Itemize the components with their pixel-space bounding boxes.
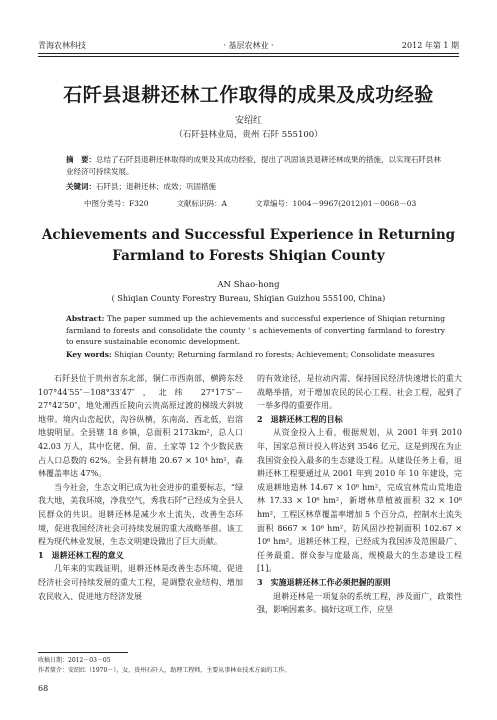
body-column-right (257, 372, 462, 617)
footnote-rule (38, 652, 128, 653)
paragraph: 的有效途径，是拉动内需、保持国民经济快速增长的重大战略举措，对于增加农民的民心工程、社会工程，起到了一举多得的重要作用。 (257, 374, 462, 411)
abstract-english-text: The paper summed up the achievements and successful experience of Shiqian returning farmland to forests and consolidate the county ' s achievements of converting farmland to forestry to ensure sustainable economic development. (66, 314, 445, 346)
classification-line (84, 198, 444, 209)
abstract-english (66, 313, 445, 348)
section-name: · 基层农林业 · (223, 41, 274, 50)
abstract-chinese (66, 154, 445, 178)
keywords-english-label: Key words: (66, 350, 112, 359)
paragraph: 从资金投入上看，根据规划，从 2001 年到 2010 年，国家总预计投入将达到 3546 亿元，这是到现在为止我国资金投入最多的生态建设工程。从建设任务上看，退耕还林工程要通过从 2001 年到 2010 年 10 年建设，完成退耕地造林 14.67 × 10⁶ hm²，完成宜林荒山荒地造林 17.33 × 10⁶ hm²，新增林草植被面积 32 × 10⁶ hm²，工程区林草覆盖率增加 5 个百分点，控制水土流失面积 8667 × 10⁶ hm²，防风固沙控制面积 102.67 × 10⁶ hm²。退耕还林工程，已经成为我国涉及范围最广、任务最重、群众参与度最高、规模最大的生态建设工程[1]。 (257, 428, 462, 574)
section-heading: 1 退耕还林工程的意义 (38, 549, 124, 560)
section-heading: 2 退耕还林工程的目标 (257, 413, 343, 424)
title-chinese: 石阡县退耕还林工作取得的成果及成功经验 (63, 84, 434, 106)
header-rule-bottom (38, 56, 459, 57)
paragraph: 退耕还林是一项复杂的系统工程，涉及面广，政策性强，影响因素多。搞好这项工作，应坚 (257, 591, 462, 615)
running-header (38, 40, 459, 52)
article-id: 文章编号：1004－9967(2012)01－0068－03 (254, 199, 417, 208)
document-code: 文献标识码：A (176, 199, 227, 208)
footnote-author: 作者简介：安绍红（1970－），女，贵州石阡人，助理工程师，主要从事林业技术方面的工作。 (38, 667, 291, 674)
paragraph: 当今社会，生态文明已成为社会进步的重要标志，“绿我大地，美我环境，净我空气，秀我石阡”已经成为全县人民群众的共识。退耕还林是减少水土流失，改善生态环境，促进我国经济社会可持续发展的重大战略举措。该工程为现代林业发展，生态文明建设做出了巨大贡献。 (38, 482, 243, 547)
title-english (0, 225, 497, 267)
author-chinese: 安绍红 (234, 116, 262, 126)
body-column-left (38, 372, 243, 603)
author-english: AN Shao-hong (217, 280, 280, 290)
header-rule-top (38, 53, 459, 54)
page-number: 68 (38, 684, 49, 693)
section-heading: 3 实施退耕还林工作必须把握的原则 (257, 576, 391, 587)
paragraph: 石阡县位于贵州省东北部，铜仁市西南部，横跨东经 107°44′55″－108°33′47″，北纬 27°17′5″－27°42′50″，地处湘西丘陵向云贵高原过渡的梯级大斜坡地带。境内山峦起伏，沟谷纵横，东南高、西北低，岩溶地貌明显。全县辖 18 乡镇，总面积 2173km²，总人口 42.03 万人，其中仡佬、侗、苗、土家等 12 个少数民族占人口总数的 62%。全县有耕地 20.67 × 10⁴ hm²，森林覆盖率达 47%。 (38, 374, 243, 479)
abstract-english-label: Abstract: (66, 314, 105, 323)
keywords-text: 石阡县；退耕还林；成效；巩固措施 (96, 182, 216, 191)
clc-number: 中图分类号：F320 (84, 199, 149, 208)
keywords-label: 关键词： (66, 182, 96, 191)
journal-name: 青海农林科技 (38, 41, 86, 50)
keywords-english-text: Shiqian County; Returning farmland ro forests; Achievement; Consolidate measures (111, 350, 435, 359)
footnote-received: 收稿日期：2012－03－05 (38, 657, 111, 664)
abstract-label: 摘 要： (66, 155, 96, 164)
title-english-line-1: Achievements and Successful Experience in Returning (41, 227, 456, 243)
paragraph: 几年来的实践证明，退耕还林是改善生态环境、促进经济社会可持续发展的重大工程，是调整农业结构、增加农民收入、促进地方经济发展 (38, 564, 243, 601)
title-english-line-2: Farmland to Forests Shiqian County (112, 248, 385, 264)
affiliation-english: ( Shiqian County Forestry Bureau, Shiqian Guizhou 555100, China) (111, 294, 386, 303)
abstract-text: 总结了石阡县退耕还林取得的成果及其成功经验，提出了巩固该县退耕还林成果的措施，以实现石阡县林业经济可持续发展。 (66, 155, 441, 176)
affiliation-chinese: （石阡县林业局，贵州 石阡 555100） (174, 130, 323, 140)
keywords-chinese (66, 181, 445, 193)
issue-number: 2012 年第 1 期 (401, 41, 459, 50)
keywords-english (66, 350, 445, 359)
